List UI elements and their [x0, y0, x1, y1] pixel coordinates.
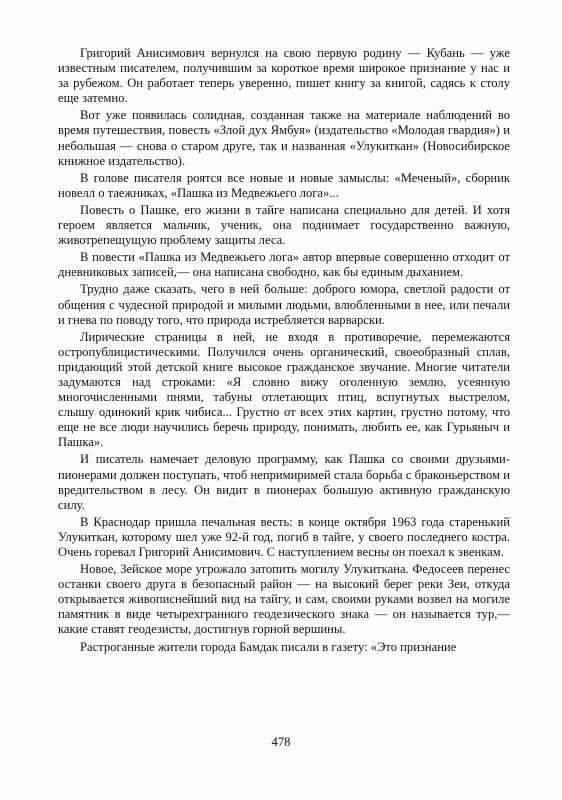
paragraph: В Краснодар пришла печальная весть: в конце октября 1963 года старенький Улукиткан, которому шел уже 92-й год, погиб в тайге, у своего последнего костра. Очень горевал Григорий Анисимович. С наступлением весны он поехал к эвенкам.	[58, 514, 510, 559]
paragraph: Лирические страницы в ней, не входя в противоречие, перемежаются остропублицистическими. Получился очень органический, своеобразный сплав, придающий этой детской книге высокое гражданское звучание. Многие читатели задумаются над строками: «Я словно вижу оголенную землю, усеянную многочисленными пнями, табуны отлетающих птиц, вспугнутых выстрелом, слышу одинокий крик чибиса... Грустно от всех этих картин, грустно потому, что еще не все люди научились беречь природу, понимать, любить ее, как Гурьяныч и Пашка».	[58, 329, 510, 450]
paragraph: Григорий Анисимович вернулся на свою первую родину — Кубань — уже известным писателем, получившим за короткое время широкое признание у нас и за рубежом. Он работает теперь уверенно, пишет книгу за книгой, садясь к столу еще затемно.	[58, 46, 510, 106]
paragraph: Повесть о Пашке, его жизни в тайге написана специально для детей. И хотя героем является мальчик, ученик, она поднимает государственно важную, животрепещущую проблему защиты леса.	[58, 202, 510, 248]
paragraph: Трудно даже сказать, чего в ней больше: доброго юмора, светлой радости от общения с чудесной природой и милыми людьми, влюбленными в нее, или печали и гнева по поводу того, что природа истребляется варварски.	[58, 282, 510, 327]
paragraph: Новое, Зейское море угрожало затопить могилу Улукиткана. Федосеев перенес останки своего друга в безопасный район — на высокий берег реки Зеи, откуда открывается живописнейший вид на тайгу, и сам, своими руками возвел на могиле памятник в виде четырехгранного геодезического знака — он называется тур,— какие ставят геодезисты, достигнув горной вершины.	[58, 562, 510, 637]
paragraph: Растроганные жители города Бамдак писали в газету: «Это признание	[80, 639, 457, 654]
paragraph: Вот уже появилась солидная, созданная также на материале наблюдений во время путешествия, повесть «Злой дух Ямбуя» (издательство «Молодая гвардия») и небольшая — снова о старом друге, так и названная «Улукиткан» (Новосибирское книжное издательство).	[58, 108, 510, 168]
paragraph: В голове писателя роятся все новые и новые замыслы: «Меченый», сборник новелл о таежниках, «Пашка из Медвежьего лога»...	[58, 170, 510, 200]
page-number: 478	[271, 735, 291, 749]
paragraph: И писатель намечает деловую программу, как Пашка со своими друзьями-пионерами должен поступать, чтоб непримиримей стала борьба с браконьерством и вредительством в лесу. Он видит в пионерах большую активную гражданскую силу.	[58, 452, 510, 512]
body-text	[58, 46, 510, 657]
paragraph: В повести «Пашка из Медвежьего лога» автор впервые совершенно отходит от дневниковых записей,— она написана свободно, как бы единым дыханием.	[58, 250, 510, 280]
